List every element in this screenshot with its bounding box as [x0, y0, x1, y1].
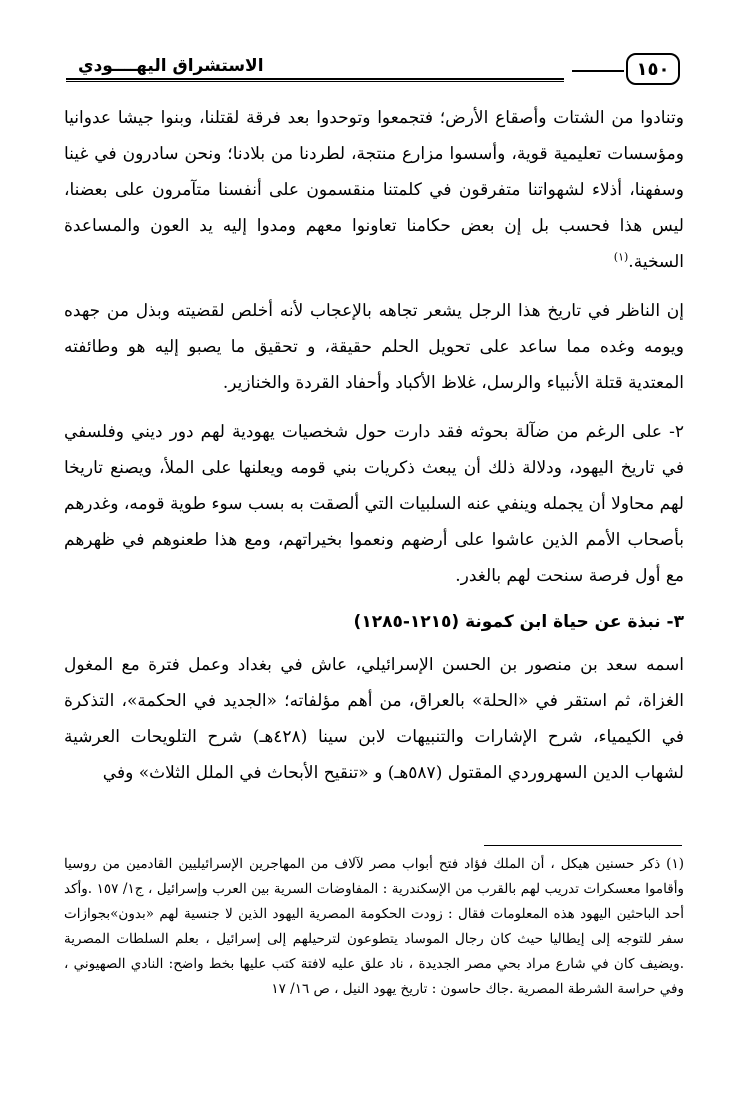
paragraph-2: إن الناظر في تاريخ هذا الرجل يشعر تجاهه بالإعجاب لأنه أخلص لقضيته وبذل من جهده ويومه وغده مما ساعد على تحويل الحلم حقيقة، و تحقيق ما يصبو إليه هو وطائفته المعتدية قتلة الأنبياء والرسل، غلاظ الأكباد وأحفاد القردة والخنازير. — [64, 301, 684, 393]
paragraph-3: ٢- على الرغم من ضآلة بحوثه فقد دارت حول شخصيات يهودية لهم دور ديني وفلسفي في تاريخ اليهود، ودلالة ذلك أن يبعث ذكريات بني قومه ويعلنها على الملأ، ويصنع تاريخا لهم محاولا أن يجمله وينفي عنه السلبيات التي ألصقت به بسب سوء طوية قومه، وغدرهم بأصحاب الأمم الذين عاشوا على أرضهم ونعموا بخيراتهم، ومع هذا طعنوهم في ظهرهم مع أول فرصة سنحت لهم بالغدر. — [64, 422, 684, 586]
section-paragraph: اسمه سعد بن منصور بن الحسن الإسرائيلي، عاش في بغداد وعمل فترة مع المغول الغزاة، ثم استقر في «الحلة» بالعراق، من أهم مؤلفاته؛ «الجديد في الحكمة»، التذكرة في الكيمياء، شرح الإشارات والتنبيهات لابن سينا (٤٢٨هـ) شرح التلويحات العرشية لشهاب الدين السهروردي المقتول (٥٨٧هـ) و «تنقيح الأبحاث في الملل الثلاث» وفي — [64, 655, 684, 783]
running-title: الاستشراق اليهــــودي — [78, 56, 264, 76]
footnote-text: (١) ذكر حسنين هيكل ، أن الملك فؤاد فتح أبواب مصر لآلاف من المهاجرين الإسرائيليين القادمين من روسيا وأقاموا معسكرات تدريب لهم بالقرب من الإسكندرية : المفاوضات السرية بين العرب وإسرائيل ، ج١/ ١٥٧ .وأكد أحد الباحثين اليهود هذه المعلومات فقال : زودت الحكومة المصرية اليهود الذين لا جنسية لهم «بدون»بجوازات سفر للتوجه إلى إيطاليا حيث كان رجال الموساد يتطوعون لترحيلهم إلى إسرائيل ، بعلم السلطات المصرية .ويضيف كان في شارع مراد بحي مصر الجديدة ، ناد علق عليه لافتة كتب عليها بخط واضح: النادي الصهيوني ، وفي حراسة الشرطة المصرية .جاك حاسون : تاريخ يهود النيل ، ص ١٦/ ١٧ — [64, 856, 684, 997]
main-text — [64, 100, 684, 804]
footnote-rule — [484, 845, 682, 846]
header-dash-line — [572, 70, 624, 72]
paragraph-1 — [64, 100, 684, 280]
header-rule — [66, 78, 564, 82]
footnote — [64, 852, 684, 1002]
footnote-marker: (١) — [613, 250, 629, 264]
paragraph-1-text: وتنادوا من الشتات وأصقاع الأرض؛ فتجمعوا وتوحدوا بعد فرقة لقتلنا، وبنوا جيشا عدوانيا ومؤسسات تعليمية قوية، وأسسوا مزارع منتجة، لطردنا من بلادنا؛ ونحن سادرون في غينا وسفهنا، أذلاء لشهواتنا متفرقون في كلمتنا منقسمون على أنفسنا متآمرون على بعضنا، ليس هذا فحسب بل إن بعض حكامنا تعاونوا معهم ومدوا إليه يد العون والمساعدة السخية. — [64, 108, 684, 272]
page-header — [66, 50, 682, 90]
page-number: ١٥٠ — [626, 53, 680, 85]
section-heading: ٣- نبذة عن حياة ابن كمونة (١٢١٥-١٢٨٥) — [353, 612, 684, 632]
